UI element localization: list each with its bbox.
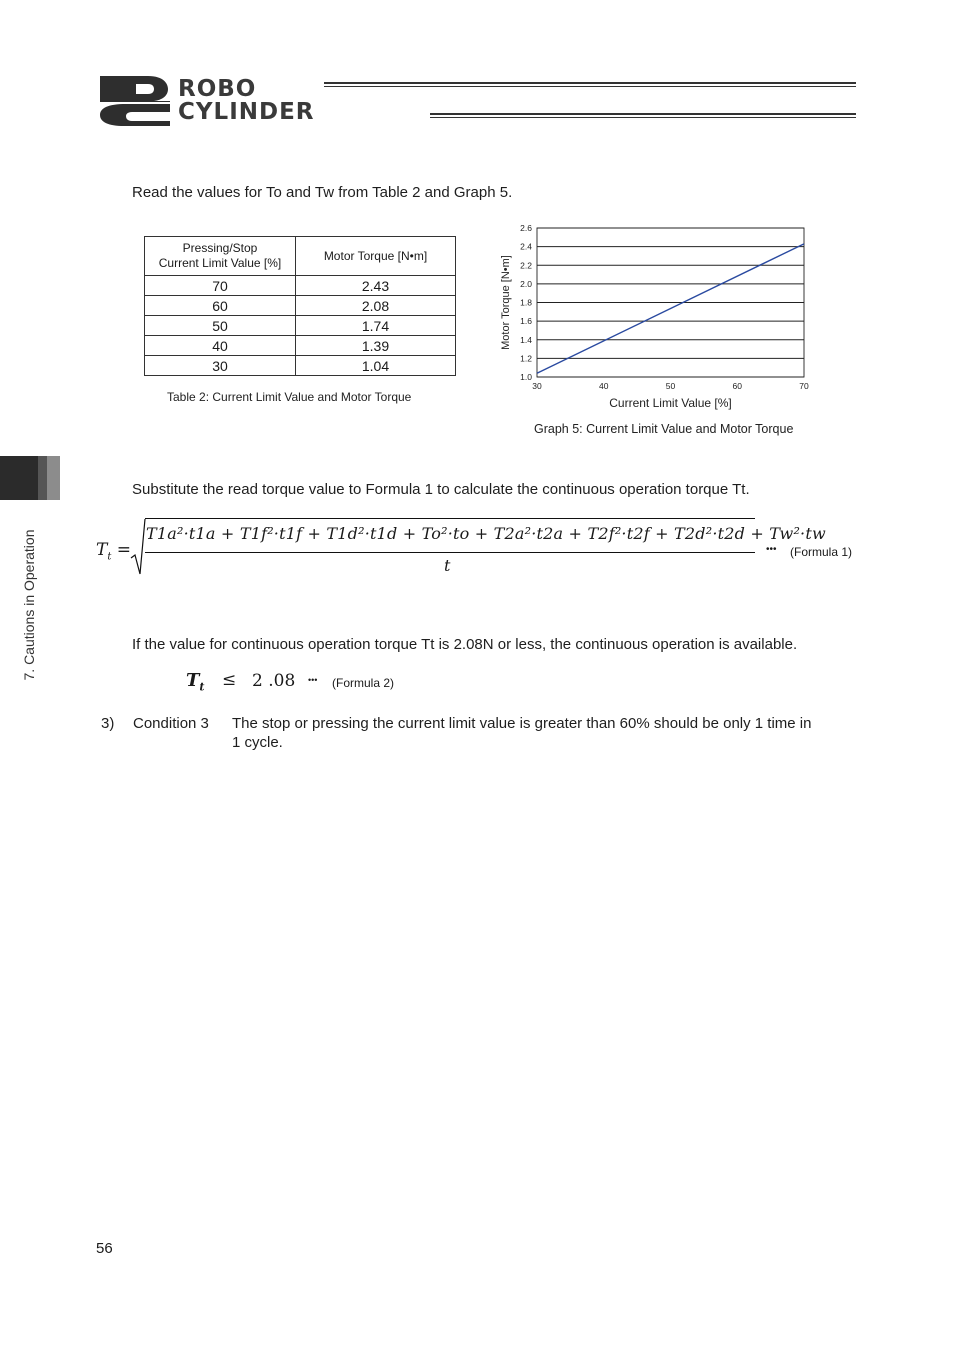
header-rule-top-thin <box>324 86 856 87</box>
x-tick-label: 60 <box>732 381 742 391</box>
y-tick-label: 1.4 <box>520 334 532 345</box>
x-tick-label: 40 <box>599 381 609 391</box>
substitute-text: Substitute the read torque value to Formula 1 to calculate the continuous operation torque Tt. <box>132 481 750 498</box>
table-row: 30 1.04 <box>145 356 456 376</box>
intro-text: Read the values for To and Tw from Table 2 and Graph 5. <box>132 184 513 201</box>
header-rule-bottom-thin <box>430 117 856 118</box>
page-number: 56 <box>96 1240 113 1257</box>
table-row: 60 2.08 <box>145 296 456 316</box>
torque-table <box>144 236 456 376</box>
x-tick-label: 50 <box>665 381 676 391</box>
formula1-lhs: $T_t$ = <box>96 540 132 563</box>
condition3-line1: The stop or pressing the current limit value is greater than 60% should be only 1 time in <box>232 715 812 732</box>
table-header-torque: Motor Torque [N•m] <box>296 237 456 276</box>
formula1-dots: ••• <box>766 544 777 555</box>
header-rule-top <box>324 82 856 84</box>
torque-chart <box>490 218 830 418</box>
table-row: 50 1.74 <box>145 316 456 336</box>
header-logo <box>96 74 858 128</box>
sqrt-icon <box>130 518 146 576</box>
condition3-num: 3) <box>101 715 115 732</box>
logo-cylinder: CYLINDER <box>178 99 315 125</box>
torque-table-wrap <box>144 236 456 376</box>
chapter-label: 7. Cautions in Operation <box>21 529 37 681</box>
x-axis-label: Current Limit Value [%] <box>609 396 732 410</box>
rc-logo-icon <box>96 74 176 128</box>
table-header-current: Pressing/Stop Current Limit Value [%] <box>145 237 296 276</box>
formula2-rhs: 2 .08 <box>252 671 296 691</box>
formula2-dots: ••• <box>308 675 318 685</box>
y-tick-label: 2.4 <box>520 241 532 252</box>
formula1-label: (Formula 1) <box>790 545 853 559</box>
y-tick-label: 1.6 <box>520 316 532 327</box>
formula2-op: ≤ <box>222 670 237 690</box>
table-row: 70 2.43 <box>145 276 456 296</box>
formula2-lhs: $T_t$ <box>186 670 205 694</box>
formula-2 <box>186 670 486 696</box>
logo-robo: ROBO <box>178 76 257 102</box>
header-rule-bottom <box>430 113 856 115</box>
condition3-line2: 1 cycle. <box>232 734 283 751</box>
y-tick-label: 2.0 <box>520 278 532 289</box>
series-line <box>537 244 804 373</box>
condition3-title: Condition 3 <box>133 715 209 732</box>
table-caption: Table 2: Current Limit Value and Motor Torque <box>167 390 412 404</box>
y-tick-label: 2.2 <box>520 260 532 271</box>
condition-text: If the value for continuous operation torque Tt is 2.08N or less, the continuous operation is available. <box>132 636 798 653</box>
y-axis-label: Motor Torque [N•m] <box>500 255 512 350</box>
formula1-denominator: t <box>444 556 451 575</box>
chart-title: Graph 5: Current Limit Value and Motor Torque <box>534 422 794 436</box>
formula1-numerator: T1a²·t1a + T1f²·t1f + T1d²·t1d + To²·to + T2a²·t2a + T2f²·t2f + T2d²·t2d + Tw²·tw <box>146 524 826 543</box>
y-tick-label: 1.8 <box>520 297 532 308</box>
y-tick-label: 2.6 <box>520 223 532 233</box>
table-row: 40 1.39 <box>145 336 456 356</box>
formula2-label: (Formula 2) <box>332 676 395 690</box>
y-tick-label: 1.0 <box>520 372 532 382</box>
x-tick-label: 70 <box>799 381 809 391</box>
y-tick-label: 1.2 <box>520 353 532 364</box>
formula-1 <box>96 516 856 580</box>
x-tick-label: 30 <box>532 381 542 391</box>
